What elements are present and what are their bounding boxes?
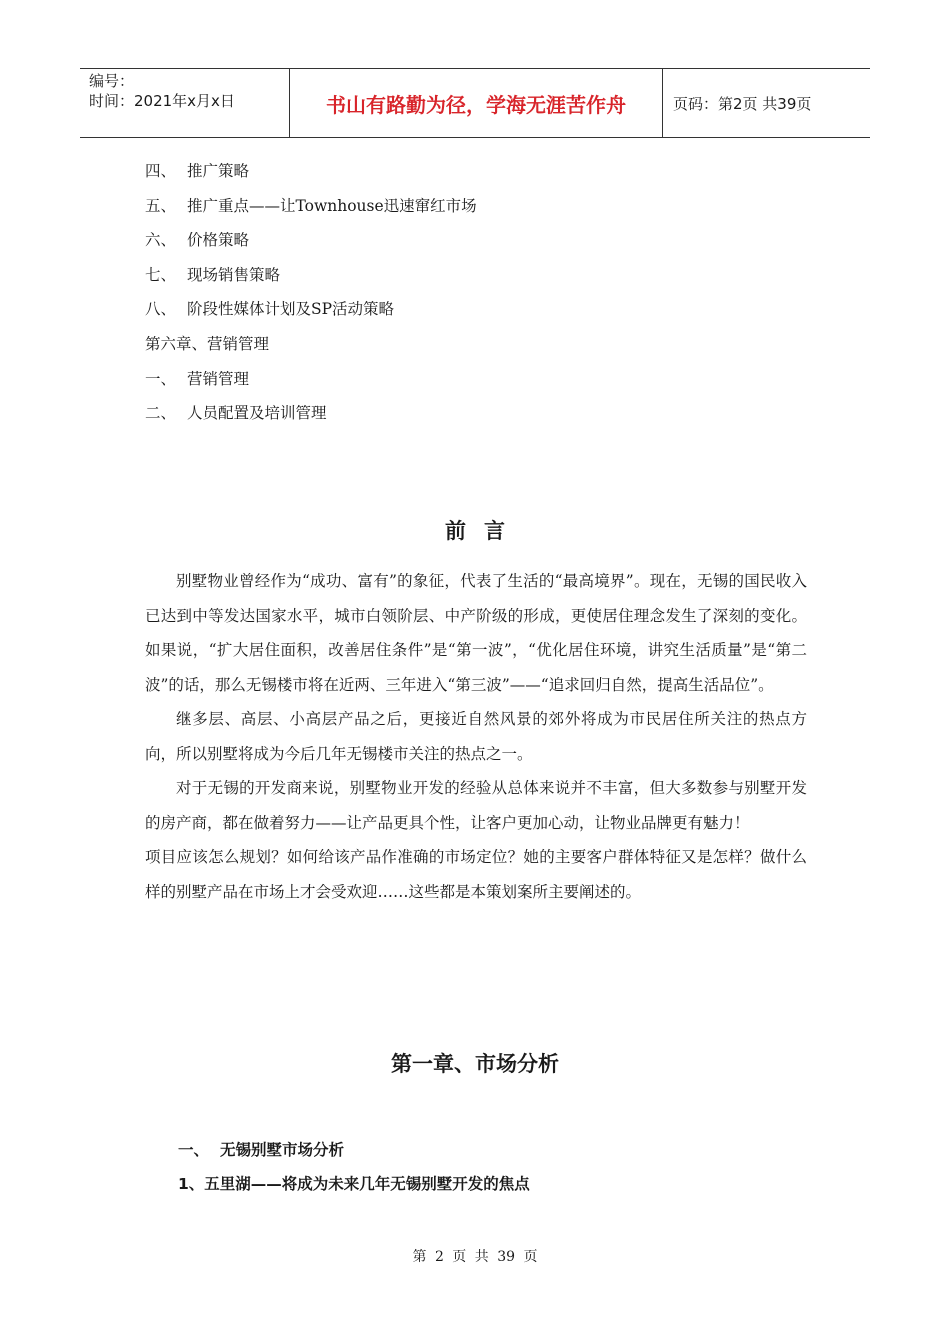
toc-item-number: 一、 [145,369,177,388]
toc-item-number: 二、 [145,404,177,423]
toc-item [145,400,477,435]
page-header [80,68,870,138]
preface-paragraph: 继多层、高层、小高层产品之后，更接近自然风景的郊外将成为市民居住所关注的热点方向，所以别墅将成为今后几年无锡楼市关注的热点之一。 [145,710,807,763]
toc-item-text: 阶段性媒体计划及SP活动策略 [187,300,395,319]
header-page-info: 页码：第2页 共39页 [673,94,812,113]
toc-item [145,227,477,262]
toc-item [145,262,477,297]
document-number-label: 编号： [89,72,135,90]
toc-item-text: 营销管理 [187,369,250,388]
toc-item-number: 四、 [145,162,177,180]
toc-item [145,366,477,401]
page-footer: 第 2 页 共 39 页 [412,1249,538,1265]
toc-item [145,193,477,228]
toc-item-text: 推广策略 [187,162,250,180]
preface-paragraph: 对于无锡的开发商来说，别墅物业开发的经验从总体来说并不丰富，但大多数参与别墅开发的房产商，都在做着努力——让产品更具个性，让客户更加心动，让物业品牌更有魅力！ [145,779,807,832]
preface-title: 前言 [445,518,523,543]
preface-paragraph: 别墅物业曾经作为“成功、富有”的象征，代表了生活的“最高境界”。现在，无锡的国民收入已达到中等发达国家水平，城市白领阶层、中产阶级的形成，更使居住理念发生了深刻的变化。如果说，“扩大居住面积，改善居住条件”是“第一波”，“优化居住环境，讲究生活质量”是“第二波”的话，那么无锡楼市将在近两、三年进入“第三波”——“追求回归自然，提高生活品位”。 [145,572,807,694]
preface-paragraph: 项目应该怎么规划？如何给该产品作准确的市场定位？她的主要客户群体特征又是怎样？做什么样的别墅产品在市场上才会受欢迎……这些都是本策划案所主要阐述的。 [145,848,807,901]
header-meta [80,69,290,137]
toc-item-number: 七、 [145,265,177,284]
toc-item-text: 现场销售策略 [187,265,281,284]
toc-item-number: 六、 [145,231,177,250]
section-heading-text: 无锡别墅市场分析 [220,1141,345,1159]
document-date-label: 时间：2021年x月x日 [89,92,235,110]
section-number: 一、 [178,1141,210,1159]
toc-item-text: 推广重点——让Townhouse迅速窜红市场 [187,196,477,215]
subsection-heading: 1、五里湖——将成为未来几年无锡别墅开发的焦点 [178,1175,530,1193]
header-motto: 书山有路勤为径，学海无涯苦作舟 [290,69,663,137]
toc-chapter [145,331,477,366]
toc-item-text: 第六章、营销管理 [145,334,270,353]
toc-item [145,296,477,331]
preface-body [145,564,807,909]
section-heading [178,1138,344,1160]
chapter-title: 第一章、市场分析 [391,1051,559,1076]
toc-item-number: 八、 [145,300,177,319]
toc-item [145,158,477,193]
toc-item-text: 价格策略 [187,231,250,250]
toc-item-text: 人员配置及培训管理 [187,404,327,423]
table-of-contents [145,158,477,435]
toc-item-number: 五、 [145,196,177,215]
